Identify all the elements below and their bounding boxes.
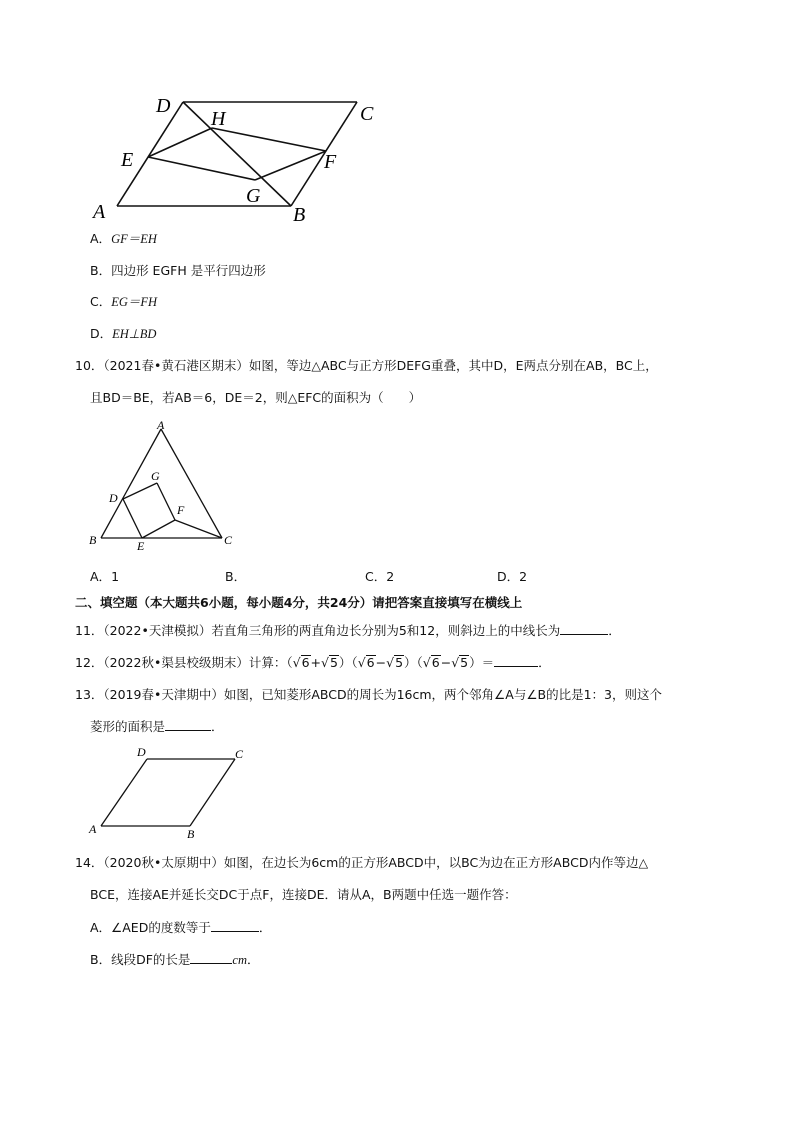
paren: ）（ <box>404 655 423 670</box>
option-text: EH⊥BD <box>112 327 157 341</box>
radicand: 6 <box>301 655 310 670</box>
q10-stem-line2: 且BD＝BE，若AB＝6，DE＝2，则△EFC的面积为（ ） <box>90 390 422 405</box>
sqrt-sign: √ <box>292 655 301 670</box>
radicand: 5 <box>395 655 404 670</box>
sqrt-sign: √ <box>321 655 329 670</box>
label-B: B <box>89 533 97 547</box>
figure-rhombus-q13 <box>85 742 255 842</box>
period: ． <box>538 655 551 670</box>
q12 <box>75 655 551 671</box>
label-G: G <box>246 185 261 207</box>
q11 <box>75 623 621 639</box>
option-letter: B． <box>90 263 112 278</box>
q13-stem-line1: 13．（2019春•天津期中）如图，已知菱形ABCD的周长为16cm，两个邻角∠A与∠B的比是1：3，则这个 <box>75 687 663 702</box>
option-letter: D． <box>497 569 520 584</box>
unit: cm <box>232 953 247 967</box>
option-letter: B． <box>225 569 247 584</box>
option-text: 四边形 EGFH 是平行四边形 <box>111 263 266 278</box>
q11-text: 11．（2022•天津模拟）若直角三角形的两直角边长分别为5和12，则斜边上的中线长为 <box>75 623 561 638</box>
label-D: D <box>137 745 146 759</box>
option-text: GF＝EH <box>111 232 157 246</box>
label-C: C <box>360 103 374 125</box>
label-E: E <box>137 539 145 553</box>
q9-option-d <box>90 326 156 342</box>
q13-stem-line2 <box>90 719 224 735</box>
radicand: 5 <box>460 655 469 670</box>
label-D: D <box>109 491 118 505</box>
period: ． <box>608 623 621 638</box>
figure-triangle-square-q10 <box>85 416 245 556</box>
label-F: F <box>177 503 185 517</box>
paren: ）（ <box>338 655 358 670</box>
radicand: 6 <box>366 655 375 670</box>
q10-stem-line1: 10．（2021春•黄石港区期末）如图，等边△ABC与正方形DEFG重叠，其中D，E两点分别在AB，BC上， <box>75 358 658 373</box>
q13-text: 菱形的面积是 <box>90 719 166 734</box>
answer-blank <box>211 920 259 932</box>
label-F: F <box>324 151 337 173</box>
q10-option-d <box>497 569 527 585</box>
q9-option-a <box>90 231 157 247</box>
q14-option-b <box>90 952 260 968</box>
q10-option-c <box>365 569 394 585</box>
label-A: A <box>89 822 97 836</box>
option-letter: C． <box>90 294 112 309</box>
label-G: G <box>151 469 160 483</box>
minus-sign: − <box>375 655 387 670</box>
label-A: A <box>157 418 165 432</box>
label-A: A <box>93 201 106 223</box>
label-B: B <box>293 204 306 225</box>
period: ． <box>246 952 260 967</box>
option-letter: C． <box>365 569 387 584</box>
option-text: B．线段DF的长是 <box>90 952 191 967</box>
q14-stem-line1: 14．（2020秋•太原期中）如图，在边长为6cm的正方形ABCD中，以BC为边在正方形ABCD内作等边△ <box>75 855 649 870</box>
radicand: 5 <box>329 655 338 670</box>
answer-blank <box>560 623 608 635</box>
label-E: E <box>121 149 134 171</box>
label-C: C <box>235 747 244 761</box>
answer-blank <box>494 655 538 667</box>
q14-option-a <box>90 920 271 936</box>
option-letter: A． <box>90 231 112 246</box>
period: ． <box>211 719 224 734</box>
q12-prefix: 12．（2022秋•渠县校级期末）计算：（ <box>75 655 293 670</box>
label-D: D <box>156 95 171 117</box>
label-C: C <box>224 533 233 547</box>
figure-parallelogram-q9 <box>85 90 385 225</box>
section-title: 二、填空题（本大题共6小题，每小题4分，共24分）请把答案直接填写在横线上 <box>75 595 523 610</box>
label-B: B <box>187 827 195 841</box>
q9-option-b <box>90 263 266 279</box>
q10-option-a <box>90 569 119 585</box>
q9-option-c <box>90 294 157 310</box>
option-text: 1 <box>111 569 120 584</box>
q14-stem-line2: BCE，连接AE并延长交DC于点F，连接DE．请从A，B两题中任选一题作答： <box>90 887 517 902</box>
sqrt-sign: √ <box>451 655 460 670</box>
period: ． <box>258 920 272 935</box>
label-H: H <box>211 108 226 130</box>
answer-blank <box>190 952 232 964</box>
option-text: 2 <box>386 569 395 584</box>
radicand: 6 <box>431 655 440 670</box>
plus-sign: + <box>310 655 321 670</box>
option-letter: A． <box>90 569 112 584</box>
sqrt-sign: √ <box>422 655 431 670</box>
minus-sign: − <box>440 655 452 670</box>
sqrt-sign: √ <box>357 655 366 670</box>
answer-blank <box>165 719 211 731</box>
option-text: 2 <box>519 569 528 584</box>
option-letter: D． <box>90 326 113 341</box>
option-text: EG＝FH <box>111 295 158 309</box>
equals: ）＝ <box>469 655 495 670</box>
sqrt-sign: √ <box>386 655 395 670</box>
q10-option-b <box>225 569 246 585</box>
option-text: A．∠AED的度数等于 <box>90 920 211 935</box>
